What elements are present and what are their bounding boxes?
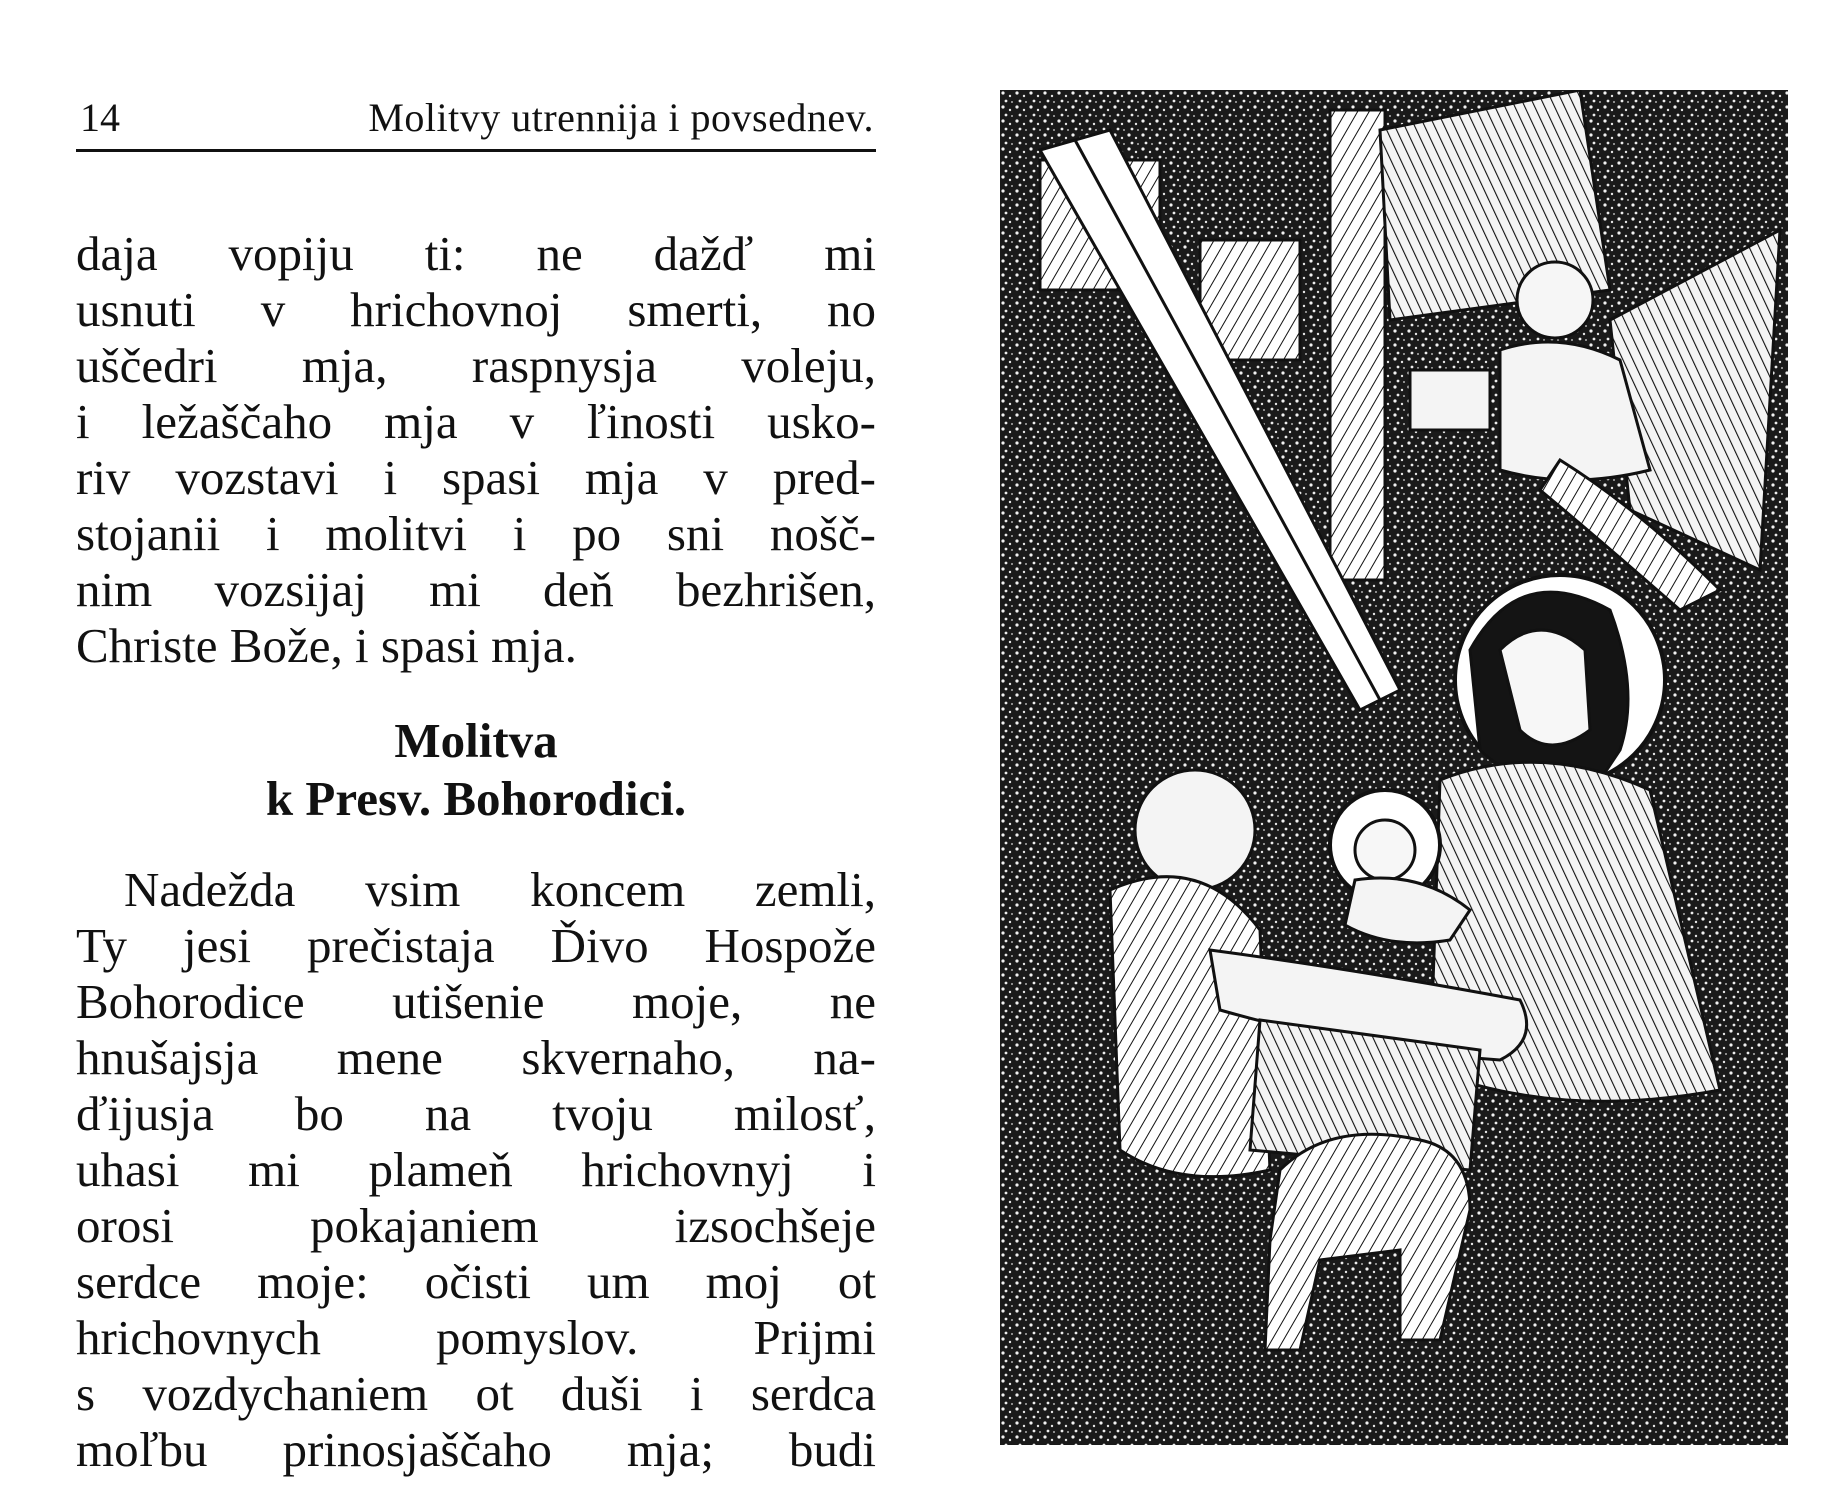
distant-house xyxy=(1410,370,1490,430)
text-line: moľbu prinosjaščaho mja; budi xyxy=(76,1422,876,1477)
text-line: ďijusja bo na tvoju milosť, xyxy=(76,1086,876,1141)
text-line: hrichovnych pomyslov. Prijmi xyxy=(76,1310,876,1365)
section-heading xyxy=(76,712,876,828)
text-line: uščedri mja, raspnysja voleju, xyxy=(76,338,876,393)
text-line: i ležaščaho mja v ľinosti usko- xyxy=(76,394,876,449)
text-line: Christe Bože, i spasi mja. xyxy=(76,618,577,673)
text-line: uhasi mi plameň hrichovnyj i xyxy=(76,1142,876,1197)
prayer-paragraph-1 xyxy=(76,226,876,674)
text-line: riv vozstavi i spasi mja v pred- xyxy=(76,450,876,505)
text-line: s vozdychaniem ot duši i serdca xyxy=(76,1366,876,1421)
text-line: Bohorodice utišenie moje, ne xyxy=(76,974,876,1029)
running-head xyxy=(76,95,876,152)
text-line: hnušajsja mene skvernaho, na- xyxy=(76,1030,876,1085)
angel-head xyxy=(1517,262,1593,338)
text-line: Ty jesi prečistaja Ďivo Hospože xyxy=(76,918,876,973)
text-page xyxy=(76,95,876,1478)
child-head xyxy=(1355,820,1415,880)
text-line: serdce moje: očisti um moj ot xyxy=(76,1254,876,1309)
running-title: Molitvy utrennija i povsednev. xyxy=(368,95,874,140)
shepherd-head xyxy=(1135,770,1255,890)
text-line: nim vozsijaj mi deň bezhrišen, xyxy=(76,562,876,617)
heading-line: Molitva xyxy=(394,713,558,768)
prayer-paragraph-2 xyxy=(76,862,876,1478)
text-line: stojanii i molitvi i po sni nošč- xyxy=(76,506,876,561)
heading-line: k Presv. Bohorodici. xyxy=(265,771,687,826)
stable-post xyxy=(1330,110,1385,580)
text-line: Nadežda vsim koncem zemli, xyxy=(124,862,876,917)
text-line: usnuti v hrichovnoj smerti, no xyxy=(76,282,876,337)
page-number: 14 xyxy=(80,95,120,140)
text-line: daja vopiju ti: ne dažď mi xyxy=(76,226,876,281)
shepherd-body xyxy=(1110,877,1270,1177)
nativity-illustration xyxy=(1000,90,1788,1445)
nativity-engraving xyxy=(1000,90,1788,1445)
text-line: orosi pokajaniem izsochšeje xyxy=(76,1198,876,1253)
